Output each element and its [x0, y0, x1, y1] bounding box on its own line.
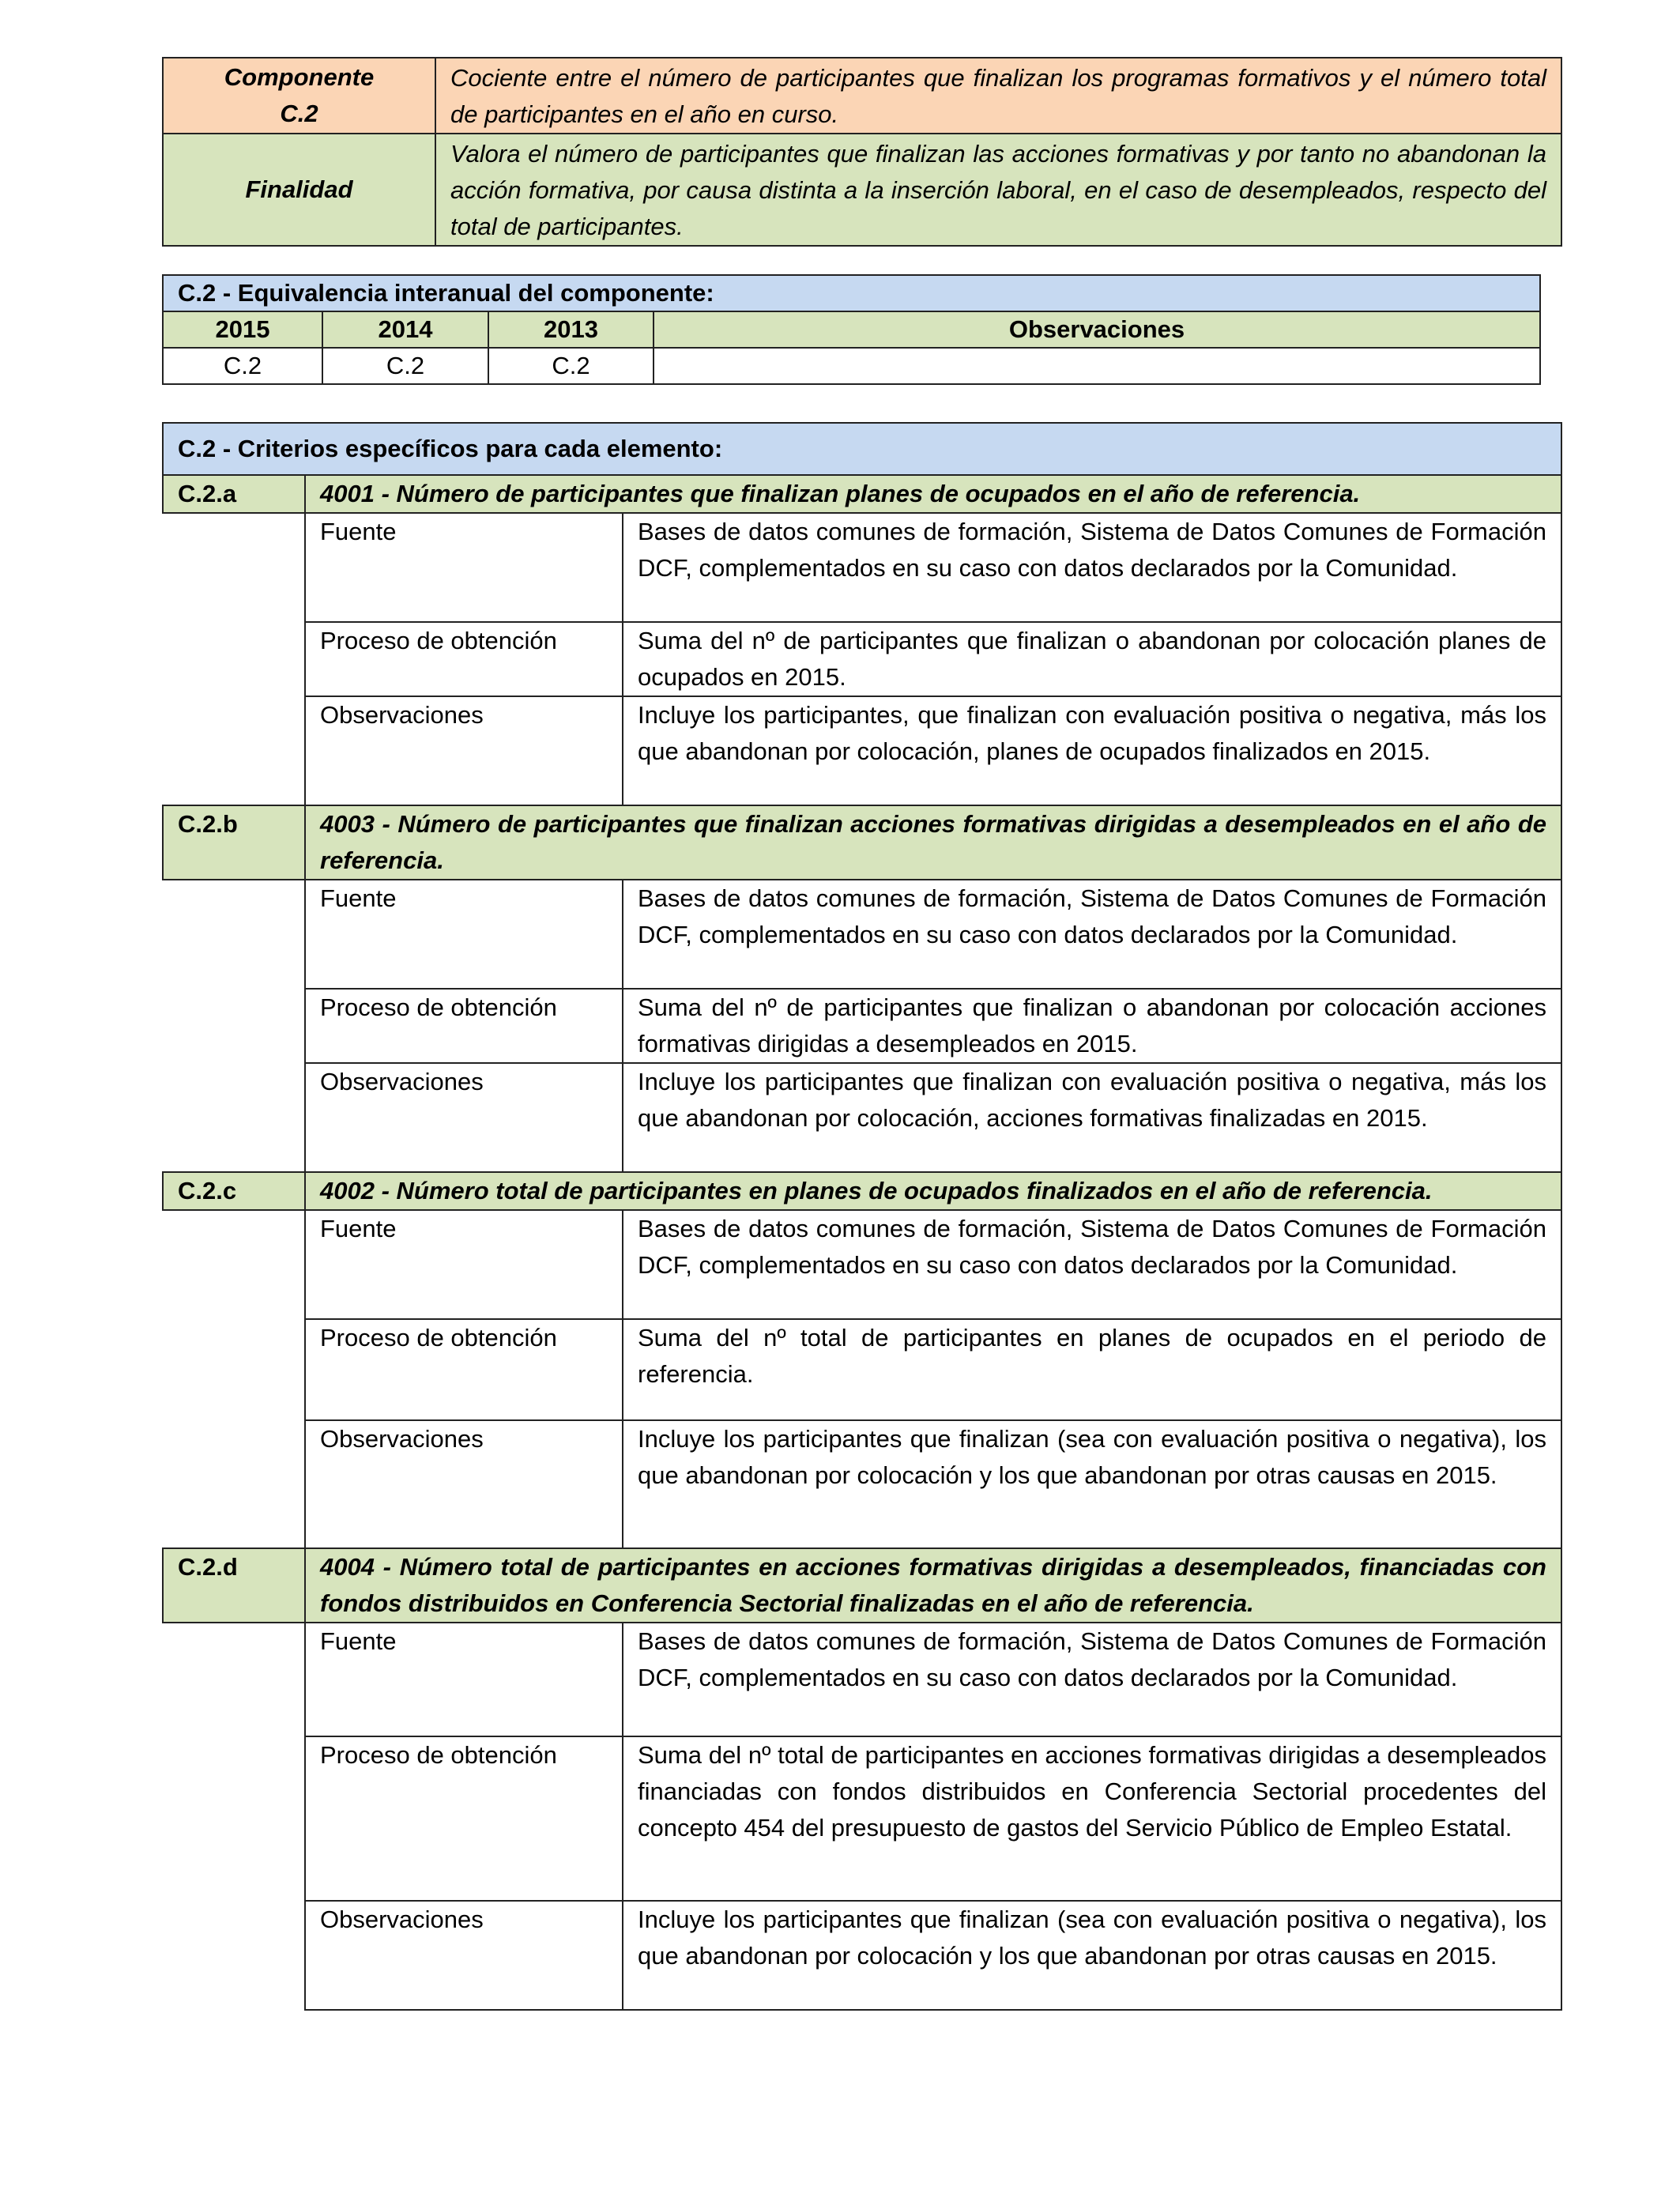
- finalidad-row: [163, 134, 1561, 246]
- equivalencia-title: C.2 - Equivalencia interanual del componente:: [163, 275, 1540, 311]
- element-title: 4003 - Número de participantes que finalizan acciones formativas dirigidas a desempleados en el año de referencia.: [305, 805, 1561, 880]
- element-code: C.2.b: [163, 805, 305, 880]
- row-text: Bases de datos comunes de formación, Sistema de Datos Comunes de Formación DCF, complementados en su caso con datos declarados por la Comunidad.: [623, 1210, 1561, 1319]
- equivalencia-header-row: [163, 311, 1540, 348]
- row-label: Observaciones: [305, 1063, 623, 1172]
- equivalencia-title-row: [163, 275, 1540, 311]
- value-observaciones: [654, 348, 1540, 384]
- equivalencia-table: [162, 274, 1541, 385]
- criterios-title: C.2 - Criterios específicos para cada elemento:: [163, 423, 1561, 475]
- element-row-proceso: [163, 1736, 1561, 1901]
- row-label: Proceso de obtención: [305, 1736, 623, 1901]
- componente-label: [163, 58, 435, 134]
- header-2013: 2013: [488, 311, 654, 348]
- row-label: Observaciones: [305, 1420, 623, 1548]
- row-text: Bases de datos comunes de formación, Sistema de Datos Comunes de Formación DCF, complementados en su caso con datos declarados por la Comunidad.: [623, 880, 1561, 989]
- row-label: Proceso de obtención: [305, 989, 623, 1063]
- element-title: 4001 - Número de participantes que finalizan planes de ocupados en el año de referencia.: [305, 475, 1561, 513]
- element-row-observaciones: [163, 1420, 1561, 1548]
- element-header-row: [163, 1172, 1561, 1210]
- row-text: Incluye los participantes que finalizan (sea con evaluación positiva o negativa), los que abandonan por colocación y los que abandonan por otras causas en 2015.: [623, 1901, 1561, 2010]
- element-row-observaciones: [163, 1901, 1561, 2010]
- row-text: Suma del nº total de participantes en planes de ocupados en el periodo de referencia.: [623, 1319, 1561, 1420]
- criterios-table: [162, 422, 1562, 2011]
- row-label: Fuente: [305, 513, 623, 622]
- row-label: Observaciones: [305, 1901, 623, 2010]
- equivalencia-value-row: [163, 348, 1540, 384]
- row-label: Observaciones: [305, 696, 623, 805]
- row-text: Incluye los participantes que finalizan con evaluación positiva o negativa, más los que abandonan por colocación, acciones formativas finalizadas en 2015.: [623, 1063, 1561, 1172]
- element-row-fuente: [163, 1623, 1561, 1736]
- element-code: C.2.c: [163, 1172, 305, 1210]
- element-code: C.2.a: [163, 475, 305, 513]
- element-row-observaciones: [163, 1063, 1561, 1172]
- row-text: Incluye los participantes, que finalizan con evaluación positiva o negativa, más los que abandonan por colocación, planes de ocupados finalizados en 2015.: [623, 696, 1561, 805]
- element-row-observaciones: [163, 696, 1561, 805]
- value-2014: C.2: [322, 348, 488, 384]
- element-row-proceso: [163, 989, 1561, 1063]
- row-label: Fuente: [305, 880, 623, 989]
- header-2014: 2014: [322, 311, 488, 348]
- row-text: Bases de datos comunes de formación, Sistema de Datos Comunes de Formación DCF, complementados en su caso con datos declarados por la Comunidad.: [623, 513, 1561, 622]
- row-text: Suma del nº de participantes que finalizan o abandonan por colocación acciones formativas dirigidas a desempleados en 2015.: [623, 989, 1561, 1063]
- row-label: Proceso de obtención: [305, 1319, 623, 1420]
- element-row-fuente: [163, 513, 1561, 622]
- row-text: Bases de datos comunes de formación, Sistema de Datos Comunes de Formación DCF, complementados en su caso con datos declarados por la Comunidad.: [623, 1623, 1561, 1736]
- componente-label-line2: C.2: [280, 100, 318, 127]
- componente-row: [163, 58, 1561, 134]
- row-text: Incluye los participantes que finalizan (sea con evaluación positiva o negativa), los que abandonan por colocación y los que abandonan por otras causas en 2015.: [623, 1420, 1561, 1548]
- element-header-row: [163, 1548, 1561, 1623]
- finalidad-label: Finalidad: [163, 134, 435, 246]
- row-text: Suma del nº de participantes que finalizan o abandonan por colocación planes de ocupados en 2015.: [623, 622, 1561, 696]
- element-code: C.2.d: [163, 1548, 305, 1623]
- componente-table: [162, 57, 1562, 247]
- componente-label-line1: Componente: [224, 63, 375, 91]
- componente-text: Cociente entre el número de participantes que finalizan los programas formativos y el número total de participantes en el año en curso.: [435, 58, 1561, 134]
- row-label: Fuente: [305, 1210, 623, 1319]
- header-observaciones: Observaciones: [654, 311, 1540, 348]
- criterios-title-row: [163, 423, 1561, 475]
- element-header-row: [163, 475, 1561, 513]
- element-row-proceso: [163, 1319, 1561, 1420]
- element-row-proceso: [163, 622, 1561, 696]
- element-row-fuente: [163, 1210, 1561, 1319]
- row-label: Fuente: [305, 1623, 623, 1736]
- value-2015: C.2: [163, 348, 322, 384]
- finalidad-text: Valora el número de participantes que finalizan las acciones formativas y por tanto no abandonan la acción formativa, por causa distinta a la inserción laboral, en el caso de desempleados, respecto del total de participantes.: [435, 134, 1561, 246]
- row-text: Suma del nº total de participantes en acciones formativas dirigidas a desempleados financiadas con fondos distribuidos en Conferencia Sectorial procedentes del concepto 454 del presupuesto de gastos del Servicio Público de Empleo Estatal.: [623, 1736, 1561, 1901]
- value-2013: C.2: [488, 348, 654, 384]
- element-row-fuente: [163, 880, 1561, 989]
- element-title: 4004 - Número total de participantes en acciones formativas dirigidas a desempleados, financiadas con fondos distribuidos en Conferencia Sectorial finalizadas en el año de referencia.: [305, 1548, 1561, 1623]
- header-2015: 2015: [163, 311, 322, 348]
- row-label: Proceso de obtención: [305, 622, 623, 696]
- element-header-row: [163, 805, 1561, 880]
- element-title: 4002 - Número total de participantes en planes de ocupados finalizados en el año de referencia.: [305, 1172, 1561, 1210]
